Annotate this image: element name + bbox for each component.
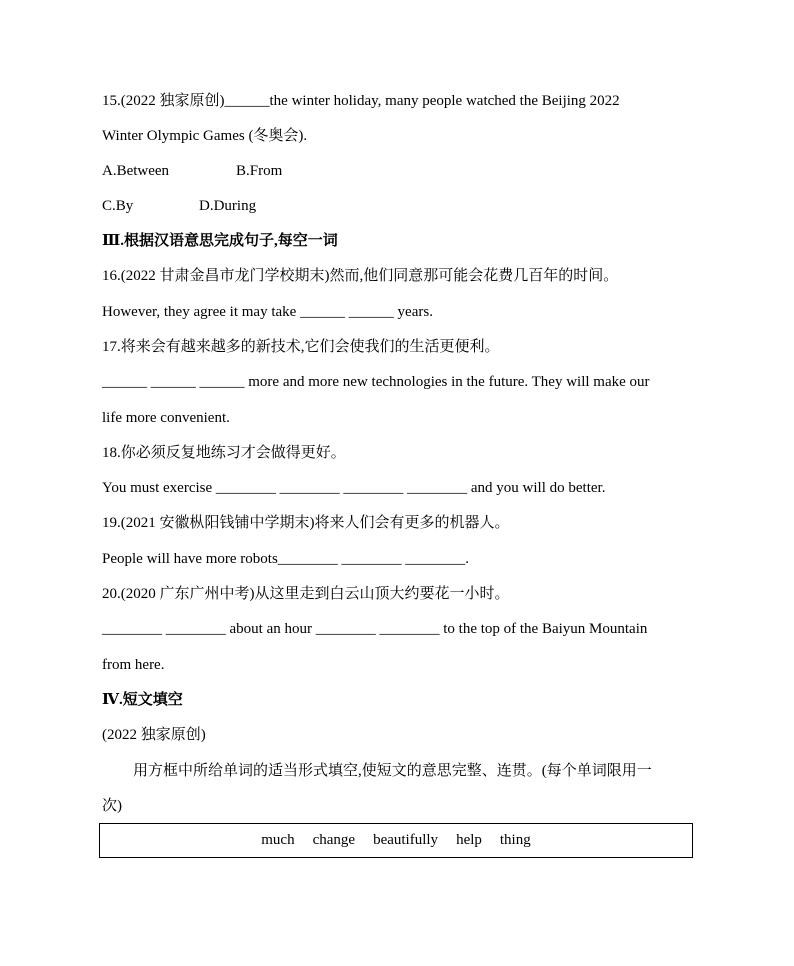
- question-19-answer: People will have more robots________ ________ ________.: [102, 551, 470, 567]
- option-d: D.During: [199, 198, 257, 214]
- word-bank-item: help: [456, 832, 482, 848]
- question-17-answer-line-2: life more convenient.: [102, 410, 230, 426]
- question-19-prompt: 19.(2021 安徽枞阳钱铺中学期末)将来人们会有更多的机器人。: [102, 515, 510, 531]
- question-17-answer-line-1: ______ ______ ______ more and more new technologies in the future. They will make our: [102, 374, 650, 390]
- option-c: C.By: [102, 198, 134, 214]
- section-4-instruction-line-2: 次): [102, 798, 122, 814]
- question-20-answer-line-2: from here.: [102, 657, 165, 673]
- word-bank-item: much: [261, 832, 295, 848]
- question-20-prompt: 20.(2020 广东广州中考)从这里走到白云山顶大约要花一小时。: [102, 586, 510, 602]
- question-20-answer-line-1: ________ ________ about an hour ________ ________ to the top of the Baiyun Mountain: [102, 621, 648, 637]
- section-4-source: (2022 独家原创): [102, 727, 206, 743]
- word-bank-item: beautifully: [373, 832, 439, 848]
- section-3-heading: Ⅲ.根据汉语意思完成句子,每空一词: [102, 233, 338, 249]
- section-4-instruction-line-1: 用方框中所给单词的适当形式填空,使短文的意思完整、连贯。(每个单词限用一: [133, 763, 652, 779]
- question-17-prompt: 17.将来会有越来越多的新技术,它们会使我们的生活更便利。: [102, 339, 500, 355]
- word-bank-box: [99, 823, 693, 858]
- word-bank-item: thing: [499, 832, 531, 848]
- section-4-heading: Ⅳ.短文填空: [102, 692, 183, 708]
- question-16-prompt: 16.(2022 甘肃金昌市龙门学校期末)然而,他们同意那可能会花费几百年的时间。: [102, 268, 619, 284]
- question-16-answer: However, they agree it may take ______ ______ years.: [102, 304, 433, 320]
- question-15-line-1: 15.(2022 独家原创)______the winter holiday, many people watched the Beijing 2022: [102, 93, 620, 109]
- question-15-line-2: Winter Olympic Games (冬奥会).: [102, 128, 308, 144]
- word-bank-item: change: [312, 832, 356, 848]
- question-18-answer: You must exercise ________ ________ ________ ________ and you will do better.: [102, 480, 606, 496]
- question-18-prompt: 18.你必须反复地练习才会做得更好。: [102, 445, 346, 461]
- option-b: B.From: [236, 163, 283, 179]
- option-a: A.Between: [102, 163, 170, 179]
